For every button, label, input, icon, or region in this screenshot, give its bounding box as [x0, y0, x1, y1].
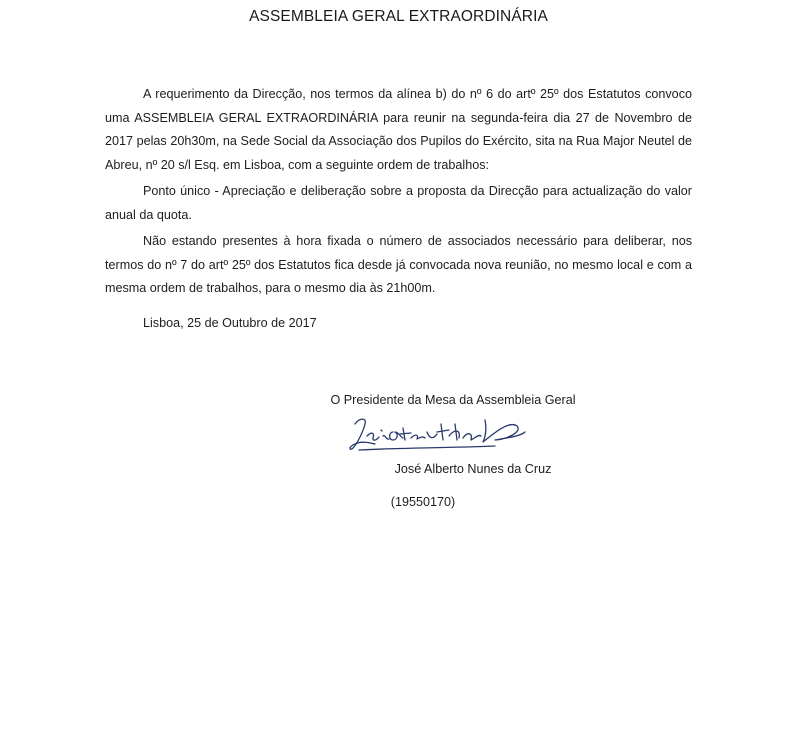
paragraph-agenda	[105, 180, 692, 227]
paragraph-text: A requerimento da Direcção, nos termos da alínea b) do nº 6 do artº 25º dos Estatutos convoco uma ASSEMBLEIA GERAL EXTRAORDINÁRIA para reunir na segunda-feira dia 27 de Novembro de 2017 pelas 20h30m, na Sede Social da Associação dos Pupilos do Exército, sita na Rua Major Neutel de Abreu, nº 20 s/l Esq. em Lisboa, com a seguinte ordem de trabalhos:	[105, 87, 692, 172]
document-title: ASSEMBLEIA GERAL EXTRAORDINÁRIA	[249, 8, 548, 25]
paragraph-text: Não estando presentes à hora fixada o número de associados necessário para deliberar, nos termos do nº 7 do artº 25º dos Estatutos fica desde já convocada nova reunião, no mesmo local e com a mesma ordem de trabalhos, para o mesmo dia às 21h00m.	[105, 234, 692, 295]
paragraph-second-call	[105, 230, 692, 301]
signatory-member-number: (19550170)	[390, 495, 456, 509]
paragraph-date-place	[105, 312, 692, 336]
signatory-role: O Presidente da Mesa da Assembleia Geral	[330, 393, 576, 407]
paragraph-convocation	[105, 83, 692, 177]
signatory-name: José Alberto Nunes da Cruz	[394, 462, 552, 476]
paragraph-text: Ponto único - Apreciação e deliberação sobre a proposta da Direcção para actualização do valor anual da quota.	[105, 184, 692, 222]
paragraph-text: Lisboa, 25 de Outubro de 2017	[143, 316, 317, 330]
handwritten-signature	[345, 410, 550, 460]
